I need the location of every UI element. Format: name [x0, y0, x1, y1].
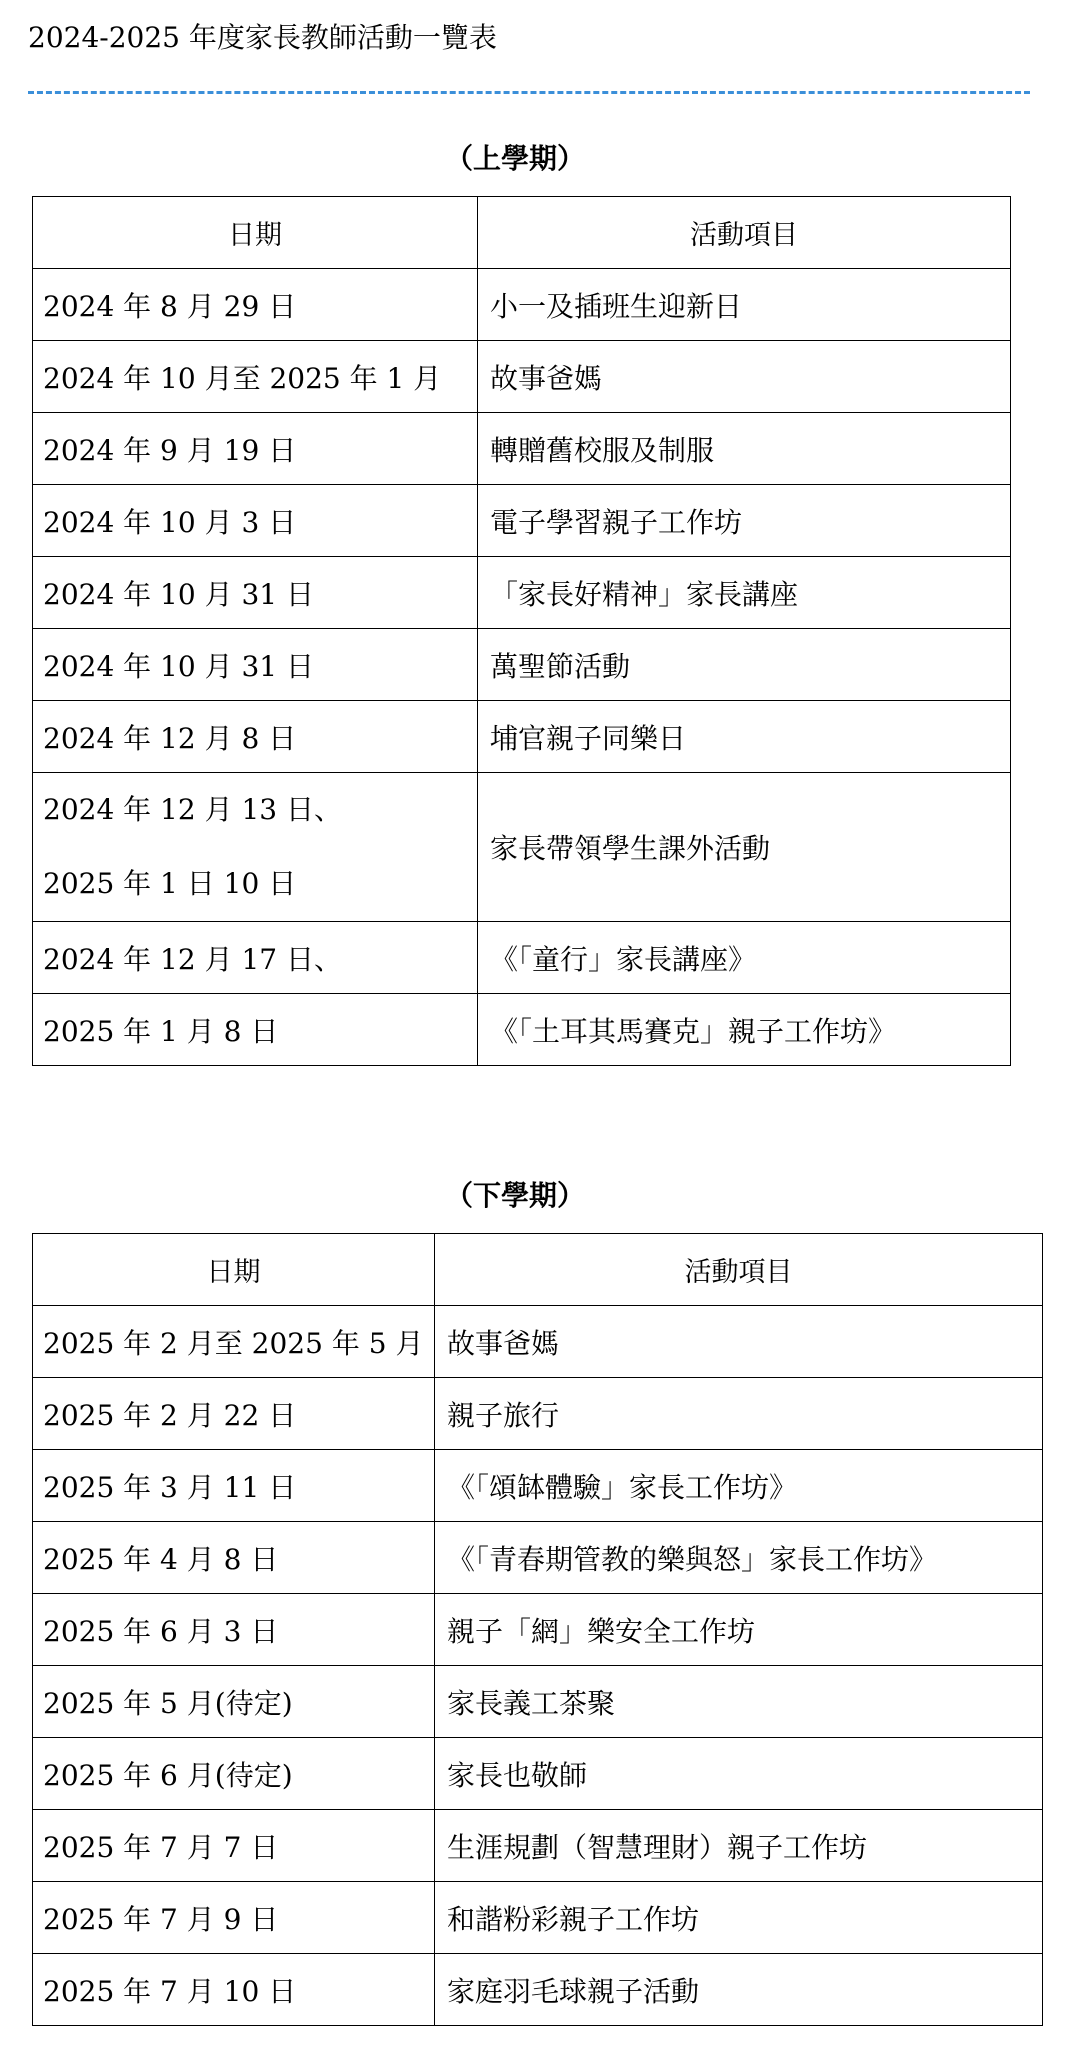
date-cell: 2025 年 2 月至 2025 年 5 月	[33, 1306, 435, 1378]
first-term-table	[32, 196, 1011, 1066]
table-row	[33, 1522, 1043, 1594]
activity-cell: 小一及插班生迎新日	[478, 269, 1011, 341]
table-row	[33, 629, 1011, 701]
activity-cell: 家長義工茶聚	[435, 1666, 1043, 1738]
table-row	[33, 1594, 1043, 1666]
activity-cell: 生涯規劃（智慧理財）親子工作坊	[435, 1810, 1043, 1882]
date-cell: 2024 年 10 月至 2025 年 1 月	[33, 341, 478, 413]
date-cell: 2025 年 6 月(待定)	[33, 1738, 435, 1810]
date-cell: 2025 年 7 月 7 日	[33, 1810, 435, 1882]
title-dashed-rule	[28, 91, 1030, 94]
date-cell: 2024 年 9 月 19 日	[33, 413, 478, 485]
activity-cell: 《「土耳其馬賽克」親子工作坊》	[478, 994, 1011, 1066]
activity-cell: 家長也敬師	[435, 1738, 1043, 1810]
date-cell: 2025 年 3 月 11 日	[33, 1450, 435, 1522]
date-column-header: 日期	[33, 1234, 435, 1306]
table-row	[33, 413, 1011, 485]
second-term-table	[32, 1233, 1043, 2026]
activity-cell: 故事爸媽	[435, 1306, 1043, 1378]
activity-cell: 《「頌缽體驗」家長工作坊》	[435, 1450, 1043, 1522]
table-row	[33, 1954, 1043, 2026]
date-cell: 2025 年 2 月 22 日	[33, 1378, 435, 1450]
table-row	[33, 269, 1011, 341]
date-line: 2025 年 1 日 10 日	[43, 867, 297, 900]
date-cell: 2024 年 12 月 8 日	[33, 701, 478, 773]
table-row	[33, 1378, 1043, 1450]
date-cell: 2025 年 7 月 10 日	[33, 1954, 435, 2026]
date-cell: 2025 年 4 月 8 日	[33, 1522, 435, 1594]
date-cell: 2024 年 10 月 3 日	[33, 485, 478, 557]
table-row	[33, 701, 1011, 773]
table-row	[33, 341, 1011, 413]
date-column-header: 日期	[33, 197, 478, 269]
activity-column-header: 活動項目	[478, 197, 1011, 269]
date-cell: 2024 年 10 月 31 日	[33, 557, 478, 629]
date-cell: 2024 年 12 月 17 日、	[33, 922, 478, 994]
date-cell: 2025 年 1 月 8 日	[33, 994, 478, 1066]
date-cell: 2024 年 8 月 29 日	[33, 269, 478, 341]
activity-cell: 家庭羽毛球親子活動	[435, 1954, 1043, 2026]
table-row	[33, 485, 1011, 557]
table-row	[33, 1666, 1043, 1738]
document-title: 2024-2025 年度家長教師活動一覽表	[28, 21, 497, 54]
date-cell: 2024 年 10 月 31 日	[33, 629, 478, 701]
activity-cell: 《「童行」家長講座》	[478, 922, 1011, 994]
activity-cell: 親子「網」樂安全工作坊	[435, 1594, 1043, 1666]
date-cell: 2025 年 7 月 9 日	[33, 1882, 435, 1954]
second-term-heading: （下學期）	[444, 1179, 585, 1212]
date-cell	[33, 773, 478, 922]
activity-cell: 故事爸媽	[478, 341, 1011, 413]
activity-column-header: 活動項目	[435, 1234, 1043, 1306]
activity-cell: 《「青春期管教的樂與怒」家長工作坊》	[435, 1522, 1043, 1594]
date-cell: 2025 年 5 月(待定)	[33, 1666, 435, 1738]
activity-cell: 電子學習親子工作坊	[478, 485, 1011, 557]
table-row	[33, 922, 1011, 994]
table-row	[33, 773, 1011, 922]
activity-cell: 轉贈舊校服及制服	[478, 413, 1011, 485]
table-row	[33, 1306, 1043, 1378]
table-row	[33, 994, 1011, 1066]
table-header-row	[33, 197, 1011, 269]
table-row	[33, 1450, 1043, 1522]
table-row	[33, 557, 1011, 629]
activity-cell: 萬聖節活動	[478, 629, 1011, 701]
table-header-row	[33, 1234, 1043, 1306]
activity-cell: 和諧粉彩親子工作坊	[435, 1882, 1043, 1954]
first-term-heading: （上學期）	[444, 142, 585, 175]
activity-cell: 親子旅行	[435, 1378, 1043, 1450]
activity-cell: 家長帶領學生課外活動	[478, 773, 1011, 922]
table-row	[33, 1738, 1043, 1810]
date-line: 2024 年 12 月 13 日、	[43, 793, 343, 826]
date-cell: 2025 年 6 月 3 日	[33, 1594, 435, 1666]
table-row	[33, 1882, 1043, 1954]
activity-cell: 埔官親子同樂日	[478, 701, 1011, 773]
activity-cell: 「家長好精神」家長講座	[478, 557, 1011, 629]
table-row	[33, 1810, 1043, 1882]
